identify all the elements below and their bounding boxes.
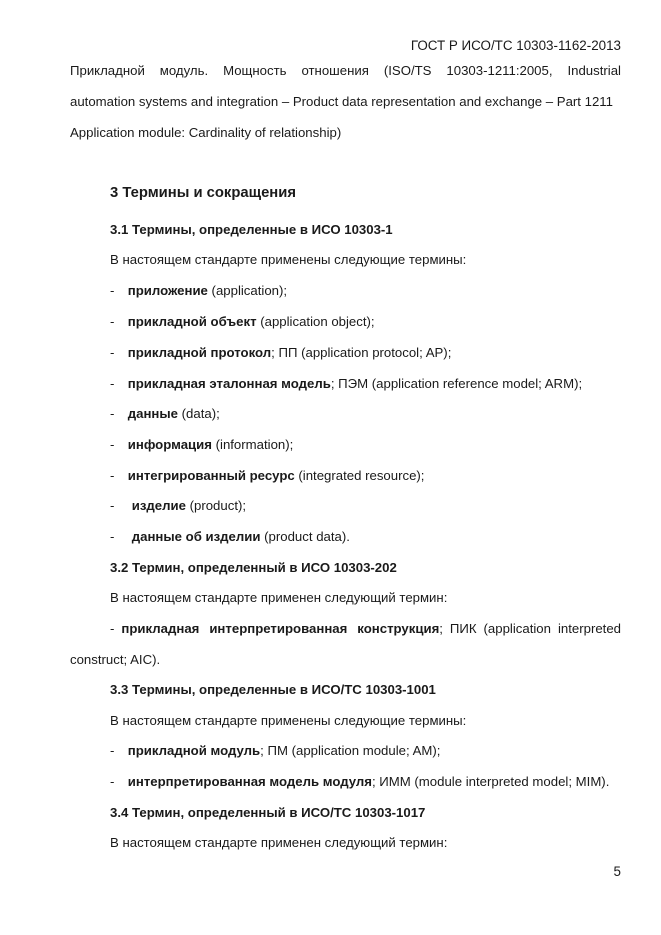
intro-line-1: Прикладной модуль. Мощность отношения (ISO/TS 10303-1211:2005, Industrial — [70, 63, 621, 78]
standard-code-header: ГОСТ Р ИСО/ТС 10303-1162-2013 — [410, 38, 621, 53]
list-item — [110, 376, 582, 391]
term-bold: информация — [127, 437, 212, 452]
list-item — [110, 621, 621, 636]
list-item — [110, 468, 424, 483]
list-dash: - — [110, 468, 115, 483]
section-3-4-title: 3.4 Термин, определенный в ИСО/ТС 10303-1017 — [110, 805, 426, 820]
list-dash: - — [110, 345, 115, 360]
term-bold: интегрированный ресурс — [127, 468, 295, 483]
list-dash: - — [110, 437, 115, 452]
term-bold: прикладная эталонная модель — [127, 376, 331, 391]
term-bold: данные — [127, 406, 178, 421]
term-rest: (product data). — [260, 529, 350, 544]
section-3-2-intro: В настоящем стандарте применен следующий термин: — [110, 590, 448, 605]
list-dash: - — [110, 283, 115, 298]
list-dash: - — [110, 621, 115, 636]
term-rest: (product); — [185, 498, 247, 513]
term-rest: ; ПЭМ (application reference model; ARM); — [330, 376, 583, 391]
term-rest: (integrated resource); — [294, 468, 425, 483]
term-bold: прикладной объект — [127, 314, 257, 329]
intro-line-3: Application module: Cardinality of relationship) — [70, 125, 342, 140]
term-rest: (data); — [177, 406, 220, 421]
list-dash: - — [110, 743, 115, 758]
term-bold: данные об изделии — [131, 529, 261, 544]
section-3-1-intro: В настоящем стандарте применены следующие термины: — [110, 252, 467, 267]
list-item — [110, 406, 220, 421]
list-dash: - — [110, 314, 115, 329]
term-rest: (information); — [211, 437, 294, 452]
section-3-3-title: 3.3 Термины, определенные в ИСО/ТС 10303-1001 — [110, 682, 436, 697]
list-dash: - — [110, 529, 115, 544]
term-rest: ; ПП (application protocol; AP); — [271, 345, 452, 360]
section-3-2-title: 3.2 Термин, определенный в ИСО 10303-202 — [110, 560, 397, 575]
section-3-4-intro: В настоящем стандарте применен следующий термин: — [110, 835, 448, 850]
list-dash: - — [110, 498, 115, 513]
term-rest: ; ПМ (application module; AM); — [260, 743, 441, 758]
term-rest: (application); — [207, 283, 288, 298]
term-bold: приложение — [127, 283, 208, 298]
term-rest: ; ИММ (module interpreted model; MIM). — [371, 774, 610, 789]
term-bold: прикладной модуль — [127, 743, 261, 758]
list-item — [110, 314, 375, 329]
term-bold: интерпретированная модель модуля — [127, 774, 372, 789]
term-bold: прикладная интерпретированная конструкция — [121, 621, 440, 636]
term-rest: (application object); — [256, 314, 375, 329]
intro-line-2: automation systems and integration – Product data representation and exchange – Part 1211 — [70, 94, 613, 109]
term-bold: изделие — [131, 498, 186, 513]
list-item — [110, 437, 293, 452]
list-dash: - — [110, 774, 115, 789]
page-number: 5 — [613, 864, 621, 879]
term-rest: ; ПИК (application interpreted — [439, 621, 621, 636]
list-item — [110, 345, 451, 360]
list-item — [110, 743, 440, 758]
list-item-continuation: construct; AIC). — [70, 652, 161, 667]
list-item — [110, 283, 287, 298]
term-bold: прикладной протокол — [127, 345, 272, 360]
list-item — [110, 774, 609, 789]
list-dash: - — [110, 406, 115, 421]
section-3-title: 3 Термины и сокращения — [110, 185, 296, 201]
section-3-1-title: 3.1 Термины, определенные в ИСО 10303-1 — [110, 222, 393, 237]
section-3-3-intro: В настоящем стандарте применены следующие термины: — [110, 713, 467, 728]
list-item — [110, 529, 350, 544]
list-item — [110, 498, 246, 513]
list-dash: - — [110, 376, 115, 391]
